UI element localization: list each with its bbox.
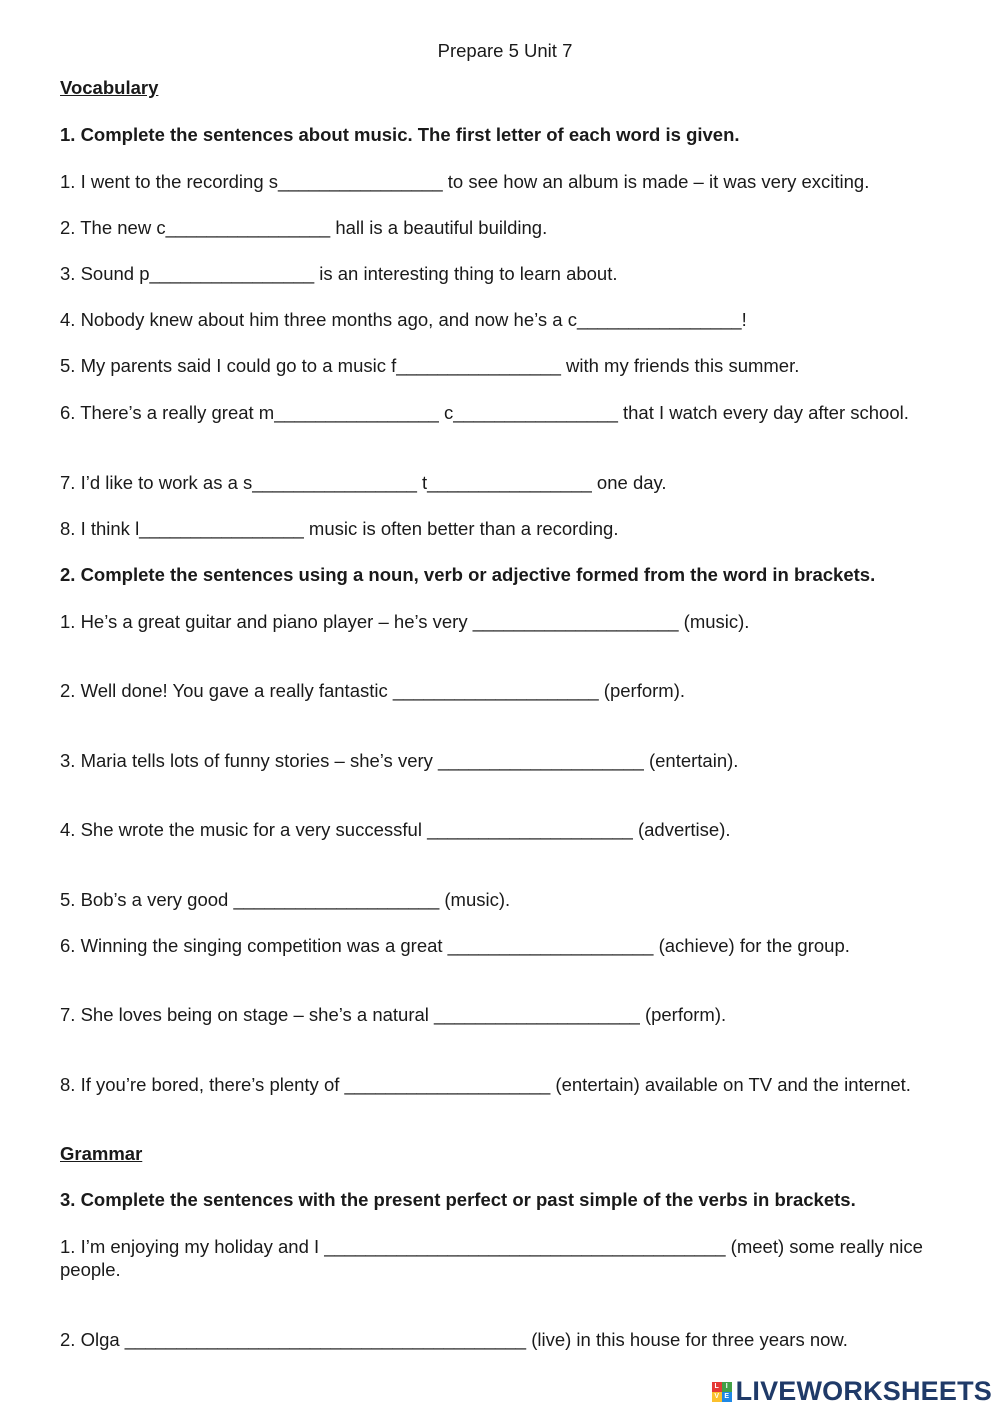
exercise-3-instruction: 3. Complete the sentences with the present perfect or past simple of the verbs in brackets. [60,1189,856,1210]
ex3-item-2: 2. Olga _______________________________________ (live) in this house for three years now. [60,1329,848,1350]
ex1-item-8: 8. I think l________________ music is often better than a recording. [60,518,619,539]
ex1-item-7: 7. I’d like to work as a s________________ t________________ one day. [60,472,667,493]
ex2-item-4: 4. She wrote the music for a very successful ____________________ (advertise). [60,819,731,840]
ex2-item-8: 8. If you’re bored, there’s plenty of ____________________ (entertain) available on TV and the internet. [60,1074,911,1095]
ex2-item-7: 7. She loves being on stage – she’s a natural ____________________ (perform). [60,1004,727,1025]
liveworksheets-logo-icon [712,1382,732,1402]
exercise-1-instruction: 1. Complete the sentences about music. The first letter of each word is given. [60,124,740,145]
ex1-item-3: 3. Sound p________________ is an interesting thing to learn about. [60,263,618,284]
ex2-item-2: 2. Well done! You gave a really fantastic ____________________ (perform). [60,680,685,701]
logo-mark-i: I [722,1382,732,1392]
ex1-item-6: 6. There’s a really great m________________ c________________ that I watch every day after school. [60,402,909,423]
liveworksheets-logo [712,1376,992,1407]
ex2-item-3: 3. Maria tells lots of funny stories – she’s very ____________________ (entertain). [60,750,739,771]
liveworksheets-logo-text: LIVEWORKSHEETS [735,1376,992,1406]
logo-mark-v: V [712,1392,722,1402]
logo-mark-e: E [722,1392,732,1402]
exercise-2-instruction: 2. Complete the sentences using a noun, verb or adjective formed from the word in brackets. [60,564,876,585]
logo-mark-l: L [712,1382,722,1392]
ex1-item-4: 4. Nobody knew about him three months ago, and now he’s a c________________! [60,309,747,330]
ex1-item-1: 1. I went to the recording s________________ to see how an album is made – it was very exciting. [60,171,870,192]
page-title: Prepare 5 Unit 7 [437,40,573,61]
ex2-item-5: 5. Bob’s a very good ____________________ (music). [60,889,511,910]
ex3-item-1: 1. I’m enjoying my holiday and I _______________________________________ (meet) some really nice people. [60,1236,923,1280]
ex1-item-5: 5. My parents said I could go to a music f________________ with my friends this summer. [60,355,800,376]
ex2-item-6: 6. Winning the singing competition was a great ____________________ (achieve) for the group. [60,935,850,956]
ex2-item-1: 1. He’s a great guitar and piano player – he’s very ____________________ (music). [60,611,750,632]
grammar-heading: Grammar [60,1143,143,1164]
ex1-item-2: 2. The new c________________ hall is a beautiful building. [60,217,548,238]
vocabulary-heading: Vocabulary [60,77,159,98]
